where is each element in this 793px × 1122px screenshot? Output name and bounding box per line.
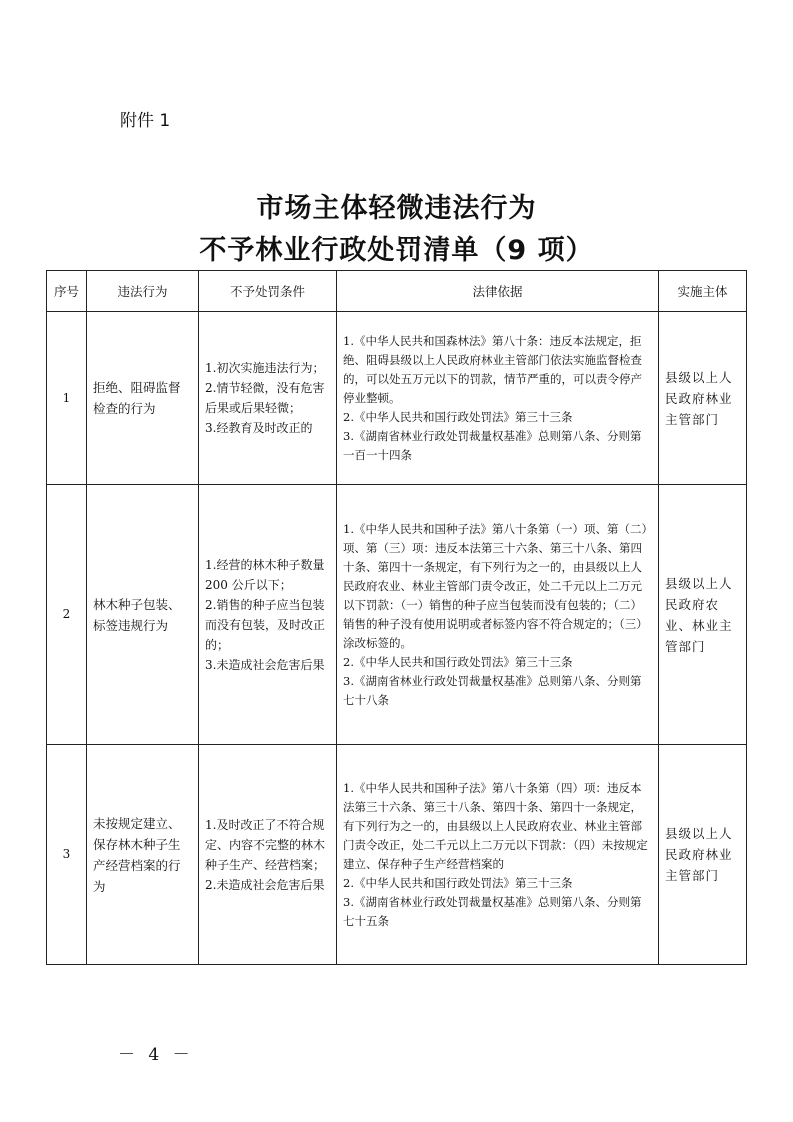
condition-item: 2.销售的种子应当包装而没有包装，及时改正的；	[205, 597, 326, 652]
row-conditions	[199, 745, 337, 965]
row-index: 1	[47, 312, 87, 485]
row-basis	[337, 745, 659, 965]
basis-item: 2.《中华人民共和国行政处罚法》第三十三条	[343, 654, 573, 669]
basis-item: 3.《湖南省林业行政处罚裁量权基准》总则第八条、分则第七十八条	[343, 673, 642, 707]
table-row	[47, 485, 747, 745]
row-body: 县级以上人民政府农业、林业主管部门	[659, 485, 747, 745]
attachment-label: 附件 1	[120, 111, 171, 131]
row-basis	[337, 312, 659, 485]
row-act: 拒绝、阻碍监督检查的行为	[87, 312, 199, 485]
penalty-exemption-table	[46, 270, 747, 965]
basis-item: 2.《中华人民共和国行政处罚法》第三十三条	[343, 875, 573, 890]
table-header-row	[47, 271, 747, 312]
table-row	[47, 312, 747, 485]
condition-item: 2.未造成社会危害后果	[205, 877, 325, 892]
basis-item: 1.《中华人民共和国种子法》第八十条第（一）项、第（二）项、第（三）项：违反本法第三十六条、第三十八条、第四十条、第四十一条规定，有下列行为之一的，由县级以上人民政府农业、林业主管部门责令改正，处二千元以上二万元以下罚款：（一）销售的种子应当包装而没有包装的；（二）销售的种子没有使用说明或者标签内容不符合规定的；（三）涂改标签的。	[343, 521, 648, 650]
header-condition: 不予处罚条件	[199, 271, 337, 312]
basis-item: 1.《中华人民共和国森林法》第八十条：违反本法规定，拒绝、阻碍县级以上人民政府林业主管部门依法实施监督检查的，可以处五万元以下的罚款，情节严重的，可以责令停产停业整顿。	[343, 333, 642, 405]
basis-item: 1.《中华人民共和国种子法》第八十条第（四）项：违反本法第三十六条、第三十八条、第四十条、第四十一条规定，有下列行为之一的，由县级以上人民政府农业、林业主管部门责令改正，处二千元以上二万元以下罚款：（四）未按规定建立、保存种子生产经营档案的	[343, 780, 648, 871]
basis-item: 2.《中华人民共和国行政处罚法》第三十三条	[343, 409, 573, 424]
header-body: 实施主体	[659, 271, 747, 312]
row-conditions	[199, 485, 337, 745]
header-basis: 法律依据	[337, 271, 659, 312]
basis-item: 3.《湖南省林业行政处罚裁量权基准》总则第八条、分则第七十五条	[343, 894, 642, 928]
document-title-line-1: 市场主体轻微违法行为	[256, 193, 537, 224]
condition-item: 2.情节轻微，没有危害后果或后果轻微；	[205, 381, 325, 415]
row-conditions	[199, 312, 337, 485]
condition-item: 3.未造成社会危害后果	[205, 657, 325, 672]
page-number: － 4 －	[118, 1045, 194, 1065]
document-title-line-2: 不予林业行政处罚清单（9 项）	[199, 235, 594, 266]
row-index: 2	[47, 485, 87, 745]
row-body: 县级以上人民政府林业主管部门	[659, 312, 747, 485]
condition-item: 1.经营的林木种子数量 200 公斤以下；	[205, 557, 325, 592]
header-index: 序号	[47, 271, 87, 312]
row-act: 未按规定建立、保存林木种子生产经营档案的行为	[87, 745, 199, 965]
basis-item: 3.《湖南省林业行政处罚裁量权基准》总则第八条、分则第一百一十四条	[343, 428, 642, 462]
condition-item: 3.经教育及时改正的	[205, 421, 313, 435]
row-basis	[337, 485, 659, 745]
table-row	[47, 745, 747, 965]
condition-item: 1.及时改正了不符合规定、内容不完整的林木种子生产、经营档案；	[205, 817, 326, 872]
row-body: 县级以上人民政府林业主管部门	[659, 745, 747, 965]
condition-item: 1.初次实施违法行为；	[205, 361, 325, 375]
header-act: 违法行为	[87, 271, 199, 312]
row-index: 3	[47, 745, 87, 965]
row-act: 林木种子包装、标签违规行为	[87, 485, 199, 745]
